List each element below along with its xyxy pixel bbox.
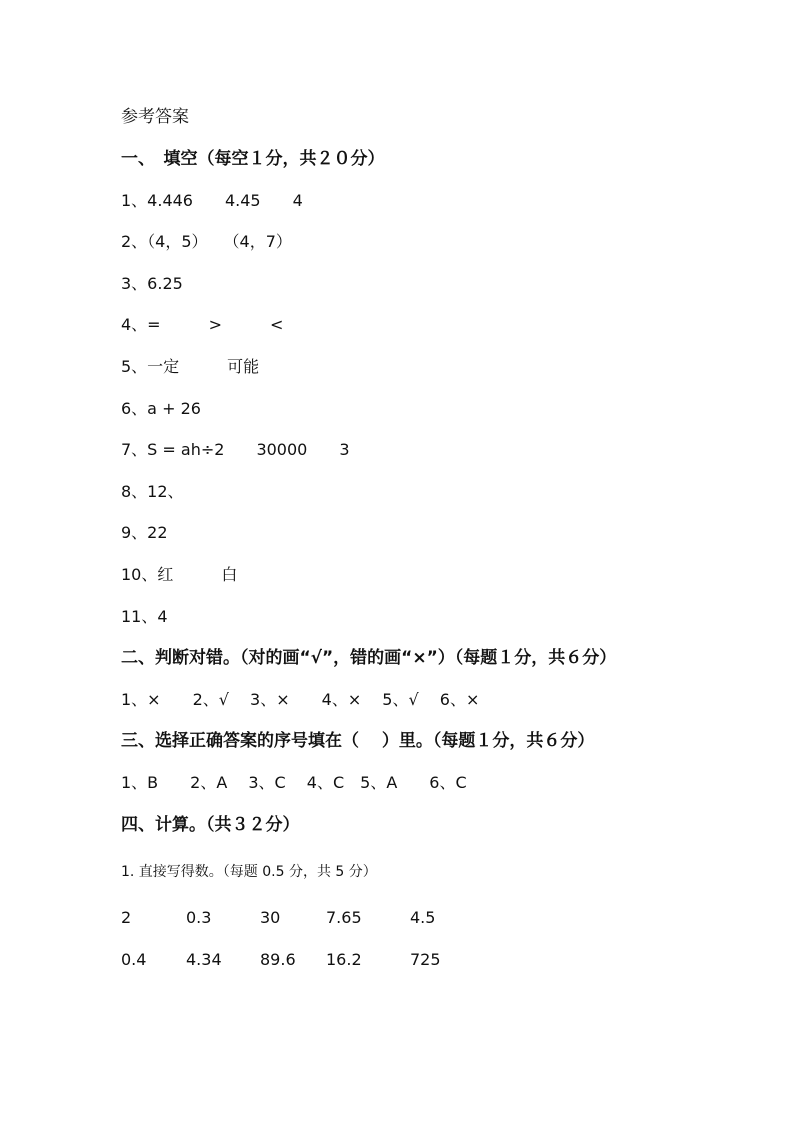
- section2-answers: 1、× 2、√ 3、× 4、× 5、√ 6、×: [121, 690, 480, 709]
- calc-result: 4.34: [186, 950, 222, 969]
- document-title: 参考答案: [121, 107, 189, 127]
- calc-result: 16.2: [326, 950, 362, 969]
- calc-result: 89.6: [260, 950, 296, 969]
- answer-line-11: 11、4: [121, 607, 168, 626]
- section4-sub-heading: 1. 直接写得数。（每题 0.5 分，共 5 分）: [121, 864, 377, 880]
- section3-heading: 三、选择正确答案的序号填在（ ）里。（每题１分，共６分）: [121, 731, 595, 751]
- calc-result: 4.5: [410, 908, 436, 927]
- answer-line-5: 5、一定 可能: [121, 357, 260, 376]
- answer-line-2: 2、（4，5） （4，7）: [121, 232, 292, 251]
- answer-line-6: 6、a + 26: [121, 399, 201, 418]
- answer-line-7: 7、S = ah÷2 30000 3: [121, 440, 350, 459]
- calc-result: 0.3: [186, 908, 212, 927]
- answer-line-1: 1、4.446 4.45 4: [121, 191, 303, 210]
- section2-heading: 二、判断对错。（对的画“√”，错的画“×”）（每题１分，共６分）: [121, 648, 617, 668]
- answer-line-4: 4、= > <: [121, 315, 284, 334]
- section3-answers: 1、B 2、A 3、C 4、C 5、A 6、C: [121, 773, 467, 792]
- answer-line-3: 3、6.25: [121, 274, 183, 293]
- calc-result: 725: [410, 950, 441, 969]
- calc-result: 7.65: [326, 908, 362, 927]
- answer-line-8: 8、12、: [121, 482, 184, 501]
- answer-line-10: 10、红 白: [121, 565, 238, 584]
- calc-result: 0.4: [121, 950, 147, 969]
- section1-heading: 一、 填空（每空１分，共２０分）: [121, 149, 385, 169]
- section4-heading: 四、计算。（共３２分）: [121, 815, 300, 835]
- calc-result: 30: [260, 908, 281, 927]
- answer-line-9: 9、22: [121, 523, 168, 542]
- calc-result: 2: [121, 908, 132, 927]
